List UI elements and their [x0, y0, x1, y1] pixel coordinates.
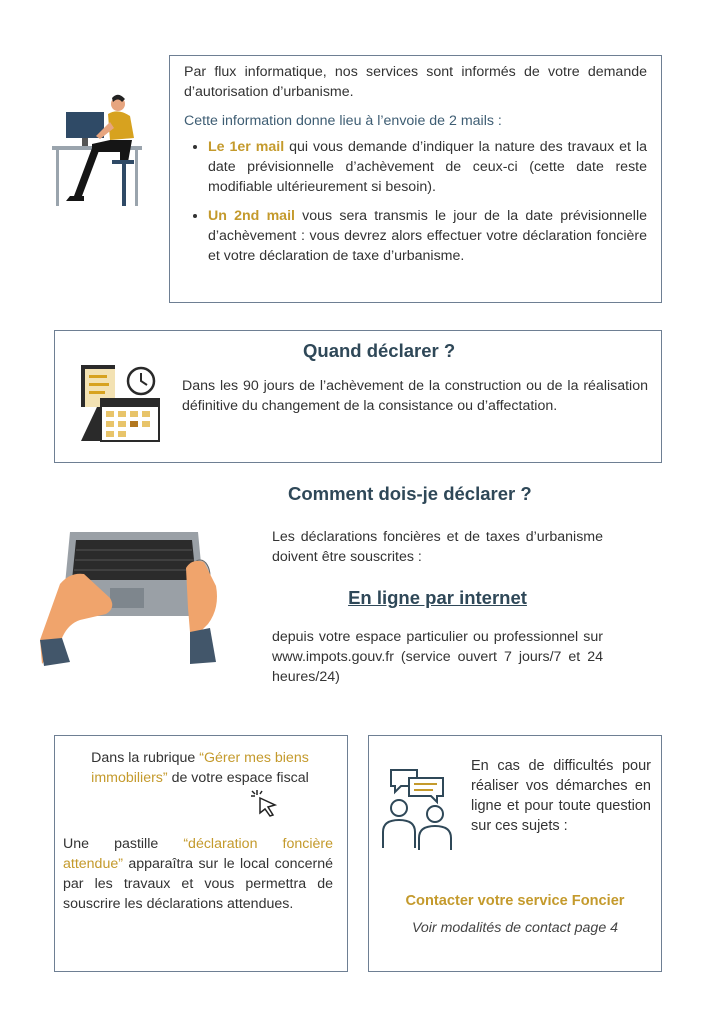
cursor-click-icon: [249, 788, 279, 818]
when-to-declare-box: [54, 330, 662, 463]
contact-modalites: Voir modalités de contact page 4: [411, 920, 619, 936]
mails-list: [184, 137, 647, 266]
mail1-text: qui vous demande d’indiquer la nature des travaux et la date prévisionnelle d’achèvement de ceux-ci (cette date reste modifiable ultérieurement si besoin).: [208, 139, 647, 195]
rubrique-prefix: Dans la rubrique: [91, 750, 200, 766]
how-title: Comment dois-je déclarer ?: [288, 483, 532, 504]
list-item-mail1: [208, 137, 647, 197]
pastille-prefix: Une pastille: [63, 836, 184, 852]
rubrique-highlight: “Gérer mes biens immobiliers”: [91, 750, 309, 786]
calendar-clock-icon: [75, 361, 167, 445]
mail1-highlight: Le 1er mail: [208, 139, 285, 155]
people-chat-icon: [377, 766, 459, 852]
difficulties-text: En cas de difficultés pour réaliser vos démarches en ligne et pour toute question sur ces sujets :: [471, 758, 651, 834]
pastille-highlight: “déclaration foncière attendue”: [63, 836, 333, 872]
rubrique-suffix: de votre espace fiscal: [167, 770, 309, 786]
contact-service-link[interactable]: Contacter votre service Foncier: [405, 893, 625, 909]
info-box-mails: [169, 55, 662, 303]
online-label: En ligne par internet: [348, 587, 527, 608]
mail2-text: vous sera transmis le jour de la date prévisionnelle d’achèvement : vous devrez alors effectuer votre déclaration foncière et votre déclaration de taxe d’urbanisme.: [208, 208, 647, 264]
person-at-desk-illustration: [52, 92, 152, 210]
laptop-hands-illustration: [40, 528, 230, 668]
mail2-highlight: Un 2nd mail: [208, 208, 295, 224]
how-text2: depuis votre espace particulier ou professionnel sur www.impots.gouv.fr (service ouvert 7 jours/7 et 24 heures/24): [272, 629, 603, 685]
rubrique-text: [91, 748, 309, 788]
people-chat-illustration: [377, 766, 459, 852]
calendar-clock-illustration: [75, 361, 167, 445]
pastille-suffix: apparaîtra sur le local concerné par les travaux et vous permettra de souscrire les déclarations attendues.: [63, 856, 333, 912]
laptop-hands-icon: [40, 528, 230, 668]
when-title: Quand déclarer ?: [303, 340, 456, 361]
list-item-mail2: [208, 206, 647, 266]
contact-box: [368, 735, 662, 972]
how-text1: Les déclarations foncières et de taxes d’urbanisme doivent être souscrites :: [272, 529, 603, 565]
person-at-desk-icon: [52, 92, 152, 210]
pastille-text: [63, 834, 333, 914]
intro-text: Par flux informatique, nos services sont informés de votre demande d’autorisation d’urbanisme.: [184, 64, 647, 100]
mails-subtitle: Cette information donne lieu à l’envoie de 2 mails :: [184, 113, 502, 129]
when-text: Dans les 90 jours de l’achèvement de la construction ou de la réalisation définitive du changement de la consistance ou d’affectation.: [182, 378, 648, 414]
espace-fiscal-box: [54, 735, 348, 972]
